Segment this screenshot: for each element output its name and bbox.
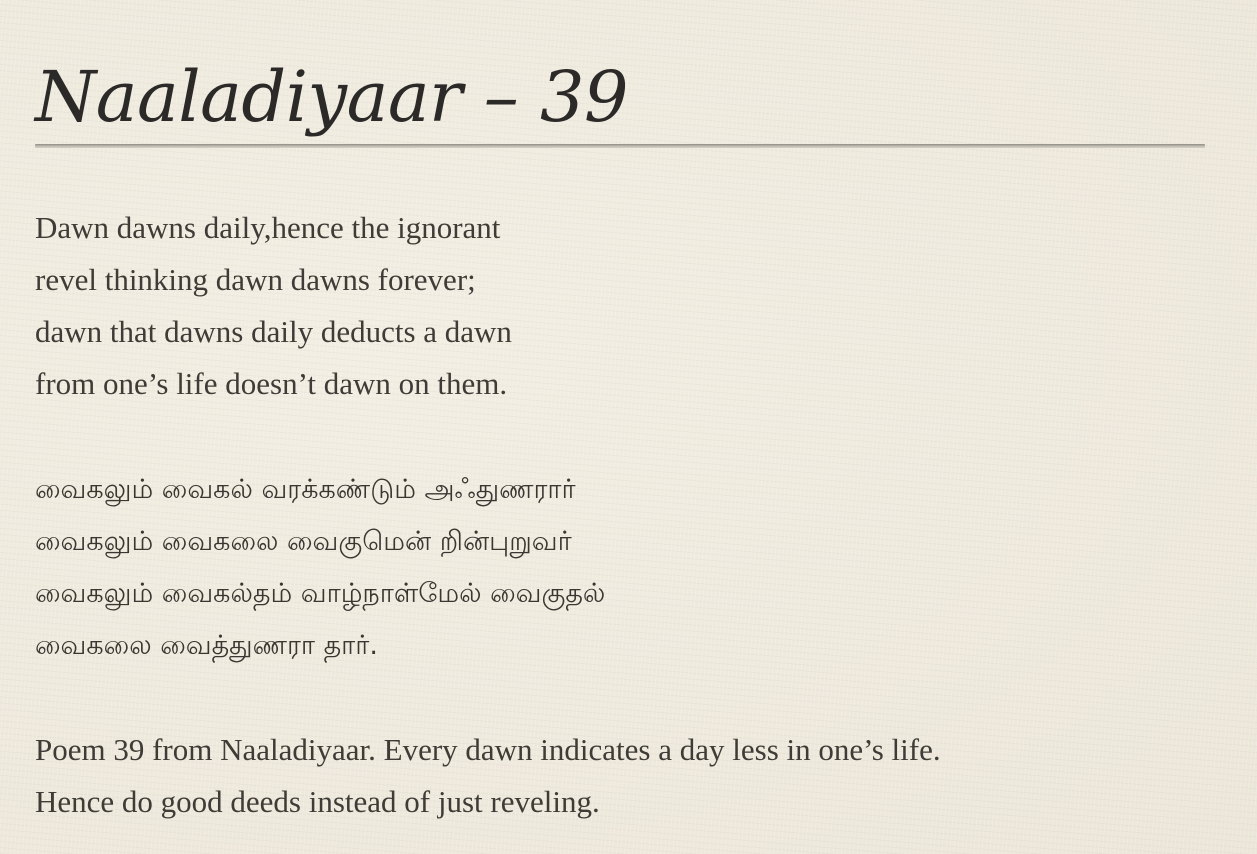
verse-line: Dawn dawns daily,hence the ignorant bbox=[35, 210, 501, 245]
english-verse bbox=[35, 202, 512, 410]
tamil-verse bbox=[35, 464, 605, 672]
tamil-verse-line: வைகலை வைத்துணரா தார். bbox=[35, 630, 378, 661]
title-divider bbox=[35, 144, 1205, 148]
tamil-verse-line: வைகலும் வைகல் வரக்கண்டும் அஃதுணரார் bbox=[35, 474, 576, 505]
commentary-line: Poem 39 from Naaladiyaar. Every dawn indicates a day less in one’s life. bbox=[35, 732, 941, 767]
commentary-paragraph bbox=[35, 724, 941, 828]
tamil-verse-line: வைகலும் வைகல்தம் வாழ்நாள்மேல் வைகுதல் bbox=[35, 578, 606, 609]
tamil-verse-line: வைகலும் வைகலை வைகுமென் றின்புறுவர் bbox=[35, 526, 572, 557]
verse-line: dawn that dawns daily deducts a dawn bbox=[35, 314, 512, 349]
post-title: Naaladiyaar – 39 bbox=[35, 56, 629, 138]
commentary-line: Hence do good deeds instead of just reveling. bbox=[35, 784, 600, 819]
verse-line: revel thinking dawn dawns forever; bbox=[35, 262, 476, 297]
verse-line: from one’s life doesn’t dawn on them. bbox=[35, 366, 508, 401]
